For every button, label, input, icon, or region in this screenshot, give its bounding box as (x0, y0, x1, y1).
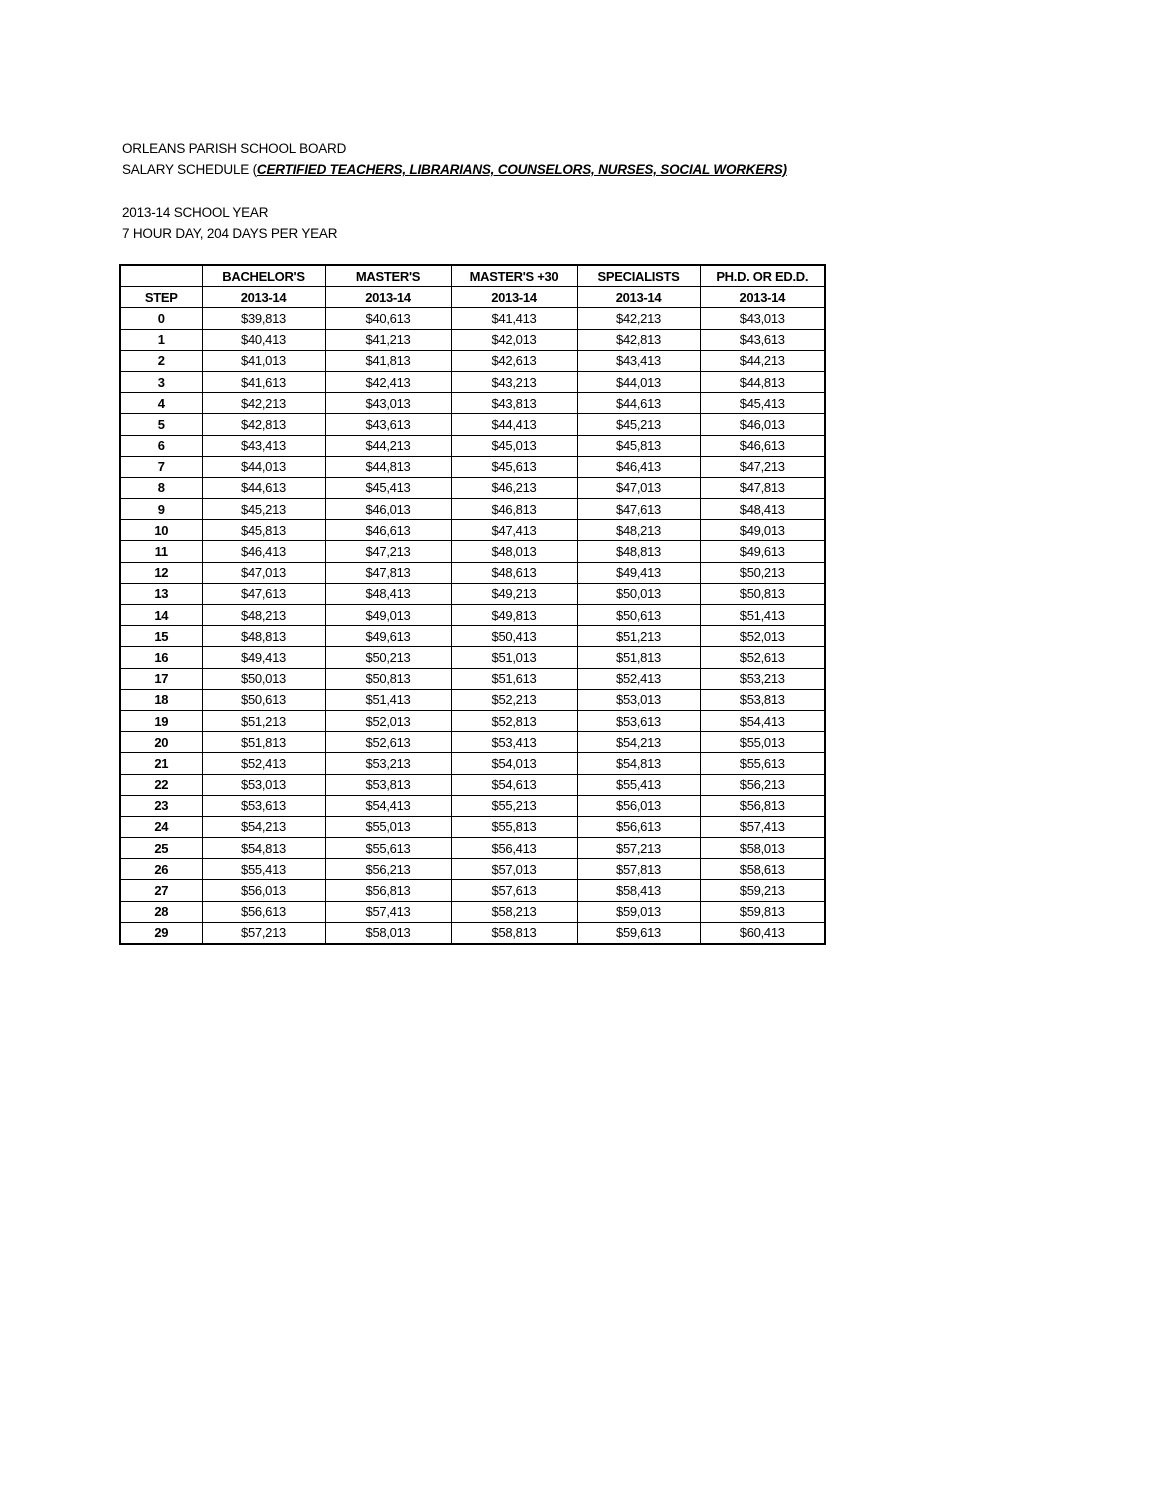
sub-header: 2013-14 (202, 287, 325, 308)
salary-cell: $41,413 (451, 308, 577, 329)
salary-cell: $55,413 (577, 774, 700, 795)
salary-cell: $47,213 (700, 456, 825, 477)
step-cell: 21 (120, 753, 202, 774)
salary-cell: $44,213 (700, 350, 825, 371)
step-cell: 14 (120, 605, 202, 626)
column-header: MASTER'S (325, 265, 451, 287)
salary-cell: $44,013 (202, 456, 325, 477)
table-row (120, 880, 825, 901)
table-row (120, 414, 825, 435)
salary-cell: $58,213 (451, 901, 577, 922)
salary-cell: $43,013 (325, 393, 451, 414)
salary-cell: $51,813 (577, 647, 700, 668)
sub-header: 2013-14 (577, 287, 700, 308)
salary-cell: $55,813 (451, 816, 577, 837)
salary-cell: $41,013 (202, 350, 325, 371)
salary-cell: $59,013 (577, 901, 700, 922)
table-row (120, 626, 825, 647)
salary-cell: $42,013 (451, 329, 577, 350)
step-cell: 10 (120, 520, 202, 541)
table-row (120, 350, 825, 371)
salary-cell: $45,613 (451, 456, 577, 477)
salary-cell: $44,613 (577, 393, 700, 414)
step-cell: 5 (120, 414, 202, 435)
sub-header-row (120, 287, 825, 308)
work-hours: 7 HOUR DAY, 204 DAYS PER YEAR (122, 226, 338, 241)
salary-cell: $48,413 (700, 499, 825, 520)
salary-cell: $45,413 (700, 393, 825, 414)
step-cell: 6 (120, 435, 202, 456)
step-cell: 8 (120, 477, 202, 498)
step-cell: 28 (120, 901, 202, 922)
salary-cell: $56,613 (202, 901, 325, 922)
salary-cell: $47,613 (577, 499, 700, 520)
salary-cell: $58,613 (700, 859, 825, 880)
step-cell: 26 (120, 859, 202, 880)
salary-cell: $50,013 (202, 668, 325, 689)
salary-cell: $57,813 (577, 859, 700, 880)
salary-cell: $53,613 (577, 710, 700, 731)
salary-cell: $50,213 (325, 647, 451, 668)
table-row (120, 393, 825, 414)
step-cell: 18 (120, 689, 202, 710)
step-cell: 23 (120, 795, 202, 816)
salary-cell: $57,213 (202, 922, 325, 944)
step-cell: 19 (120, 710, 202, 731)
salary-cell: $53,813 (700, 689, 825, 710)
salary-cell: $43,413 (202, 435, 325, 456)
organization-name: ORLEANS PARISH SCHOOL BOARD (122, 141, 347, 156)
salary-cell: $58,013 (700, 838, 825, 859)
salary-cell: $59,613 (577, 922, 700, 944)
salary-cell: $57,413 (700, 816, 825, 837)
step-cell: 27 (120, 880, 202, 901)
salary-cell: $55,413 (202, 859, 325, 880)
step-cell: 2 (120, 350, 202, 371)
salary-cell: $54,813 (577, 753, 700, 774)
salary-cell: $51,813 (202, 732, 325, 753)
column-header-row (120, 265, 825, 287)
salary-cell: $48,813 (202, 626, 325, 647)
salary-cell: $51,013 (451, 647, 577, 668)
salary-cell: $47,613 (202, 583, 325, 604)
table-row (120, 435, 825, 456)
salary-cell: $50,813 (700, 583, 825, 604)
column-header (120, 265, 202, 287)
salary-cell: $56,213 (325, 859, 451, 880)
salary-cell: $48,413 (325, 583, 451, 604)
salary-cell: $43,613 (325, 414, 451, 435)
sub-header: 2013-14 (700, 287, 825, 308)
table-row (120, 901, 825, 922)
salary-cell: $41,813 (325, 350, 451, 371)
table-row (120, 838, 825, 859)
schedule-title (122, 159, 787, 180)
salary-cell: $56,813 (325, 880, 451, 901)
salary-cell: $46,213 (451, 477, 577, 498)
salary-cell: $57,413 (325, 901, 451, 922)
sub-header: 2013-14 (325, 287, 451, 308)
table-row (120, 562, 825, 583)
salary-cell: $49,013 (700, 520, 825, 541)
step-cell: 17 (120, 668, 202, 689)
salary-cell: $56,013 (202, 880, 325, 901)
salary-cell: $47,813 (700, 477, 825, 498)
salary-cell: $48,213 (202, 605, 325, 626)
salary-cell: $42,813 (577, 329, 700, 350)
salary-cell: $50,013 (577, 583, 700, 604)
step-cell: 25 (120, 838, 202, 859)
salary-cell: $58,813 (451, 922, 577, 944)
step-cell: 7 (120, 456, 202, 477)
salary-cell: $51,213 (577, 626, 700, 647)
salary-cell: $54,013 (451, 753, 577, 774)
salary-cell: $52,013 (700, 626, 825, 647)
salary-cell: $50,213 (700, 562, 825, 583)
step-cell: 13 (120, 583, 202, 604)
salary-cell: $50,413 (451, 626, 577, 647)
salary-cell: $54,413 (700, 710, 825, 731)
salary-cell: $41,213 (325, 329, 451, 350)
step-cell: 15 (120, 626, 202, 647)
table-row (120, 710, 825, 731)
salary-cell: $56,613 (577, 816, 700, 837)
step-cell: 29 (120, 922, 202, 944)
salary-table-body (120, 308, 825, 944)
salary-cell: $56,413 (451, 838, 577, 859)
salary-cell: $49,813 (451, 605, 577, 626)
salary-cell: $53,013 (202, 774, 325, 795)
schedule-title-emphasis: CERTIFIED TEACHERS, LIBRARIANS, COUNSELORS, NURSES, SOCIAL WORKERS) (256, 162, 787, 177)
salary-cell: $57,013 (451, 859, 577, 880)
salary-cell: $49,413 (577, 562, 700, 583)
salary-cell: $44,613 (202, 477, 325, 498)
salary-cell: $59,813 (700, 901, 825, 922)
salary-cell: $50,813 (325, 668, 451, 689)
salary-cell: $49,213 (451, 583, 577, 604)
salary-cell: $59,213 (700, 880, 825, 901)
step-cell: 0 (120, 308, 202, 329)
salary-cell: $58,413 (577, 880, 700, 901)
step-cell: 4 (120, 393, 202, 414)
salary-cell: $49,613 (325, 626, 451, 647)
salary-cell: $51,613 (451, 668, 577, 689)
column-header: PH.D. OR ED.D. (700, 265, 825, 287)
salary-cell: $49,613 (700, 541, 825, 562)
salary-cell: $53,813 (325, 774, 451, 795)
step-cell: 22 (120, 774, 202, 795)
table-row (120, 647, 825, 668)
step-cell: 9 (120, 499, 202, 520)
salary-cell: $55,013 (700, 732, 825, 753)
salary-cell: $49,013 (325, 605, 451, 626)
salary-cell: $54,413 (325, 795, 451, 816)
salary-cell: $40,613 (325, 308, 451, 329)
step-cell: 11 (120, 541, 202, 562)
salary-cell: $56,213 (700, 774, 825, 795)
salary-cell: $53,213 (325, 753, 451, 774)
salary-cell: $44,813 (700, 371, 825, 392)
salary-cell: $46,413 (577, 456, 700, 477)
salary-cell: $42,613 (451, 350, 577, 371)
salary-cell: $44,413 (451, 414, 577, 435)
salary-cell: $43,013 (700, 308, 825, 329)
table-row (120, 499, 825, 520)
salary-cell: $48,613 (451, 562, 577, 583)
table-row (120, 859, 825, 880)
salary-cell: $42,813 (202, 414, 325, 435)
column-header: SPECIALISTS (577, 265, 700, 287)
salary-cell: $44,013 (577, 371, 700, 392)
salary-cell: $39,813 (202, 308, 325, 329)
salary-cell: $52,413 (577, 668, 700, 689)
salary-cell: $54,213 (202, 816, 325, 837)
salary-cell: $51,213 (202, 710, 325, 731)
salary-cell: $48,813 (577, 541, 700, 562)
salary-cell: $54,213 (577, 732, 700, 753)
salary-cell: $40,413 (202, 329, 325, 350)
salary-cell: $53,413 (451, 732, 577, 753)
salary-cell: $51,413 (700, 605, 825, 626)
table-row (120, 605, 825, 626)
table-row (120, 456, 825, 477)
table-row (120, 774, 825, 795)
table-row (120, 520, 825, 541)
salary-cell: $46,613 (700, 435, 825, 456)
salary-cell: $50,613 (577, 605, 700, 626)
table-row (120, 795, 825, 816)
salary-cell: $52,613 (325, 732, 451, 753)
table-row (120, 329, 825, 350)
column-header: MASTER'S +30 (451, 265, 577, 287)
table-row (120, 477, 825, 498)
salary-cell: $55,213 (451, 795, 577, 816)
salary-cell: $45,413 (325, 477, 451, 498)
salary-cell: $51,413 (325, 689, 451, 710)
table-row (120, 541, 825, 562)
salary-cell: $56,013 (577, 795, 700, 816)
salary-cell: $52,613 (700, 647, 825, 668)
salary-cell: $42,213 (577, 308, 700, 329)
salary-cell: $52,213 (451, 689, 577, 710)
salary-cell: $55,613 (700, 753, 825, 774)
salary-cell: $54,613 (451, 774, 577, 795)
salary-cell: $43,613 (700, 329, 825, 350)
sub-header: 2013-14 (451, 287, 577, 308)
table-row (120, 583, 825, 604)
salary-cell: $43,213 (451, 371, 577, 392)
table-row (120, 753, 825, 774)
salary-cell: $43,813 (451, 393, 577, 414)
salary-cell: $53,013 (577, 689, 700, 710)
salary-cell: $41,613 (202, 371, 325, 392)
table-row (120, 308, 825, 329)
salary-cell: $45,013 (451, 435, 577, 456)
salary-cell: $45,813 (577, 435, 700, 456)
salary-cell: $55,613 (325, 838, 451, 859)
salary-cell: $47,813 (325, 562, 451, 583)
table-row (120, 668, 825, 689)
table-row (120, 816, 825, 837)
step-cell: 24 (120, 816, 202, 837)
salary-cell: $52,413 (202, 753, 325, 774)
salary-cell: $48,213 (577, 520, 700, 541)
salary-cell: $50,613 (202, 689, 325, 710)
salary-cell: $47,013 (202, 562, 325, 583)
salary-cell: $47,213 (325, 541, 451, 562)
salary-cell: $44,813 (325, 456, 451, 477)
salary-cell: $42,213 (202, 393, 325, 414)
salary-cell: $58,013 (325, 922, 451, 944)
salary-cell: $49,413 (202, 647, 325, 668)
salary-cell: $53,213 (700, 668, 825, 689)
salary-cell: $47,013 (577, 477, 700, 498)
salary-cell: $57,213 (577, 838, 700, 859)
table-row (120, 689, 825, 710)
school-year: 2013-14 SCHOOL YEAR (122, 205, 269, 220)
salary-cell: $46,013 (325, 499, 451, 520)
step-cell: 20 (120, 732, 202, 753)
salary-table (119, 264, 826, 945)
step-cell: 16 (120, 647, 202, 668)
schedule-title-prefix: SALARY SCHEDULE ( (122, 162, 257, 177)
salary-cell: $46,813 (451, 499, 577, 520)
sub-header: STEP (120, 287, 202, 308)
salary-cell: $43,413 (577, 350, 700, 371)
step-cell: 3 (120, 371, 202, 392)
table-row (120, 922, 825, 944)
salary-cell: $56,813 (700, 795, 825, 816)
table-row (120, 371, 825, 392)
salary-cell: $55,013 (325, 816, 451, 837)
salary-cell: $47,413 (451, 520, 577, 541)
salary-cell: $46,613 (325, 520, 451, 541)
salary-cell: $53,613 (202, 795, 325, 816)
salary-cell: $52,813 (451, 710, 577, 731)
salary-cell: $45,813 (202, 520, 325, 541)
salary-cell: $48,013 (451, 541, 577, 562)
column-header: BACHELOR'S (202, 265, 325, 287)
salary-cell: $52,013 (325, 710, 451, 731)
salary-cell: $46,013 (700, 414, 825, 435)
document-header (122, 138, 787, 244)
step-cell: 1 (120, 329, 202, 350)
salary-cell: $60,413 (700, 922, 825, 944)
salary-cell: $57,613 (451, 880, 577, 901)
salary-cell: $42,413 (325, 371, 451, 392)
salary-cell: $46,413 (202, 541, 325, 562)
step-cell: 12 (120, 562, 202, 583)
salary-cell: $45,213 (577, 414, 700, 435)
salary-cell: $44,213 (325, 435, 451, 456)
salary-cell: $54,813 (202, 838, 325, 859)
table-row (120, 732, 825, 753)
salary-cell: $45,213 (202, 499, 325, 520)
